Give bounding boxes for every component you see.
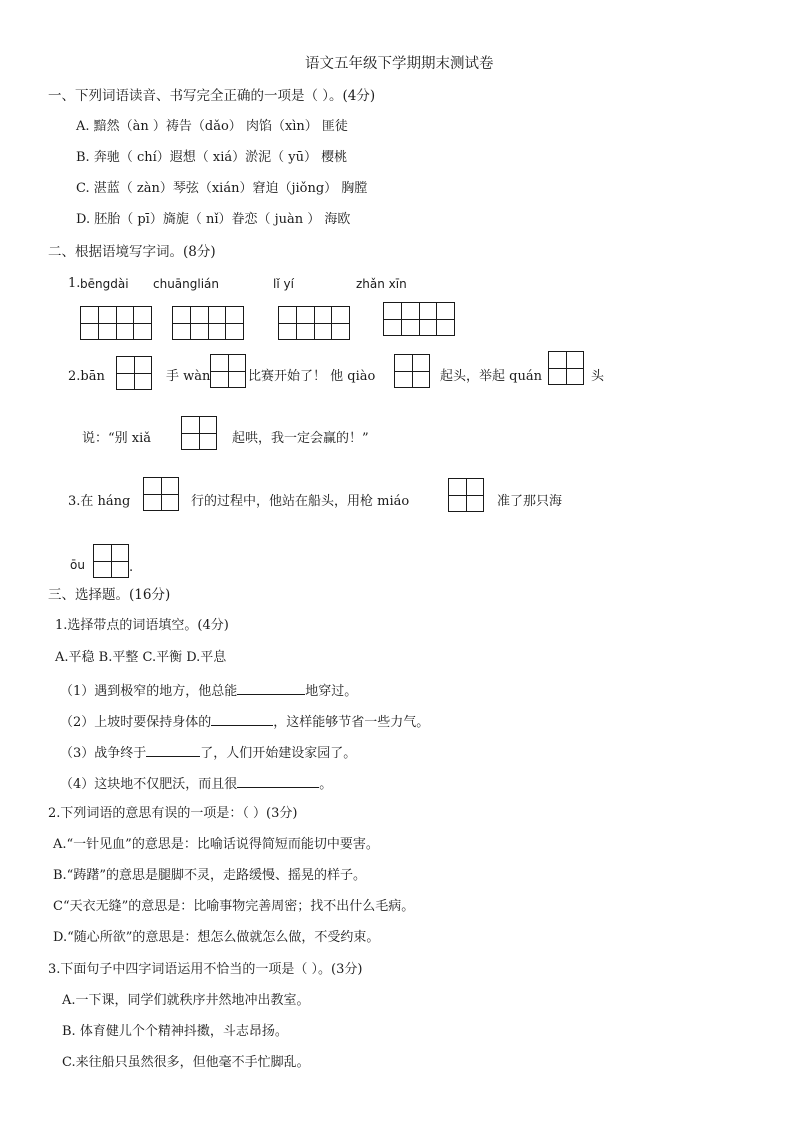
answer-box-wan[interactable] — [210, 354, 246, 388]
answer-box-qiao[interactable] — [394, 354, 430, 388]
fill-blank-4[interactable] — [237, 774, 319, 788]
s2-q3-period: . — [129, 560, 134, 575]
s2-q2-quan: 起头，举起 quán — [440, 369, 542, 384]
s3-q1-2-text-b: ，这样能够节省一些力气。 — [273, 715, 430, 730]
s3-q1-heading: 1.选择带点的词语填空。(4分) — [55, 618, 229, 633]
s3-q2-option-d: D.“随心所欲”的意思是：想怎么做就怎么做，不受约束。 — [53, 930, 380, 945]
s3-q1-options: A.平稳 B.平整 C.平衡 D.平息 — [55, 650, 227, 665]
s3-q1-3-text-b: 了，人们开始建设家园了。 — [200, 746, 357, 761]
s2-q2-wan: 手 wàn — [166, 369, 211, 384]
fill-blank-3[interactable] — [146, 743, 200, 757]
writing-grid-chuanglian[interactable] — [172, 306, 244, 340]
s3-q3-option-c: C.来往船只虽然很多，但他毫不手忙脚乱。 — [62, 1055, 310, 1070]
s3-q1-4-text-b: 。 — [319, 777, 333, 792]
s1-option-c: C. 湛蓝（ zàn）琴弦（xián）窘迫（jiǒng） 胸膛 — [76, 181, 368, 196]
s2-q2-ban: 2.bān — [68, 369, 105, 384]
s2-q3-hai: 准了那只海 — [497, 494, 563, 509]
pinyin-bengdai: bēngdài — [80, 277, 129, 291]
answer-box-quan[interactable] — [548, 351, 584, 385]
s3-q1-item-2 — [60, 712, 429, 731]
s2-q2-qiao: 比赛开始了！ 他 qiào — [248, 369, 376, 384]
writing-grid-bengdai[interactable] — [80, 306, 152, 340]
answer-box-ban[interactable] — [116, 356, 152, 390]
section-2-heading: 二、根据语境写字词。(8分) — [48, 244, 216, 260]
s3-q1-item-3 — [60, 743, 356, 762]
answer-box-miao[interactable] — [448, 478, 484, 512]
s3-q2-option-b: B.“踌躇”的意思是腿脚不灵，走路缓慢、摇晃的样子。 — [53, 868, 366, 883]
answer-box-hang[interactable] — [143, 477, 179, 511]
s2-q3-miao: 行的过程中，他站在船头，用枪 miáo — [191, 494, 410, 509]
s2-q2-tou: 头 — [591, 369, 605, 384]
s1-option-b: B. 奔驰（ chí）遐想（ xiá）淤泥（ yū） 樱桃 — [76, 150, 348, 165]
s3-q1-item-1 — [60, 681, 357, 700]
s1-option-a: A. 黯然（àn ）祷告（dǎo） 肉馅（xìn） 匪徒 — [76, 119, 348, 134]
page-title: 语文五年级下学期期末测试卷 — [305, 56, 494, 72]
s3-q1-4-text-a: （4）这块地不仅肥沃，而且很 — [60, 777, 238, 792]
fill-blank-2[interactable] — [211, 712, 273, 726]
s2-q2-xia: 说：“别 xiǎ — [82, 431, 152, 446]
s3-q1-3-text-a: （3）战争终于 — [60, 746, 147, 761]
s3-q1-1-text-a: （1）遇到极窄的地方，他总能 — [60, 684, 238, 699]
s2-q3-hang: 3.在 háng — [68, 494, 131, 509]
answer-box-ou[interactable] — [93, 544, 129, 578]
s2-q3-ou: ōu — [70, 558, 85, 572]
writing-grid-li-yi[interactable] — [278, 306, 350, 340]
pinyin-zhan-xin: zhǎn xīn — [356, 277, 407, 291]
s3-q2-option-c: C“天衣无缝”的意思是：比喻事物完善周密；找不出什么毛病。 — [53, 899, 415, 914]
s3-q1-1-text-b: 地穿过。 — [305, 684, 358, 699]
fill-blank-1[interactable] — [237, 681, 305, 695]
s1-option-d: D. 胚胎（ pī）旖旎（ nǐ）眷恋（ juàn ） 海欧 — [76, 212, 351, 227]
pinyin-chuanglian: chuānglián — [153, 277, 220, 291]
s3-q1-item-4 — [60, 774, 332, 793]
writing-grid-zhan-xin[interactable] — [383, 302, 455, 336]
section-1-heading: 一、下列词语读音、书写完全正确的一项是（ ）。(4分) — [48, 88, 376, 104]
answer-box-xia[interactable] — [181, 416, 217, 450]
s2-q2-end: 起哄，我一定会赢的！” — [232, 431, 369, 446]
pinyin-li-yi: lǐ yí — [273, 277, 294, 291]
s3-q3-option-a: A.一下课，同学们就秩序井然地冲出教室。 — [62, 993, 310, 1008]
s3-q1-2-text-a: （2）上坡时要保持身体的 — [60, 715, 212, 730]
section-3-heading: 三、选择题。(16分) — [48, 587, 171, 603]
s3-q2-option-a: A.“一针见血”的意思是：比喻话说得简短而能切中要害。 — [53, 837, 379, 852]
s2-q1-number: 1. — [68, 276, 81, 291]
s3-q3-heading: 3.下面句子中四字词语运用不恰当的一项是（ ）。(3分) — [48, 962, 363, 977]
s3-q2-heading: 2.下列词语的意思有误的一项是：（ ）(3分) — [48, 806, 298, 821]
s3-q3-option-b: B. 体育健儿个个精神抖擞，斗志昂扬。 — [62, 1024, 288, 1039]
